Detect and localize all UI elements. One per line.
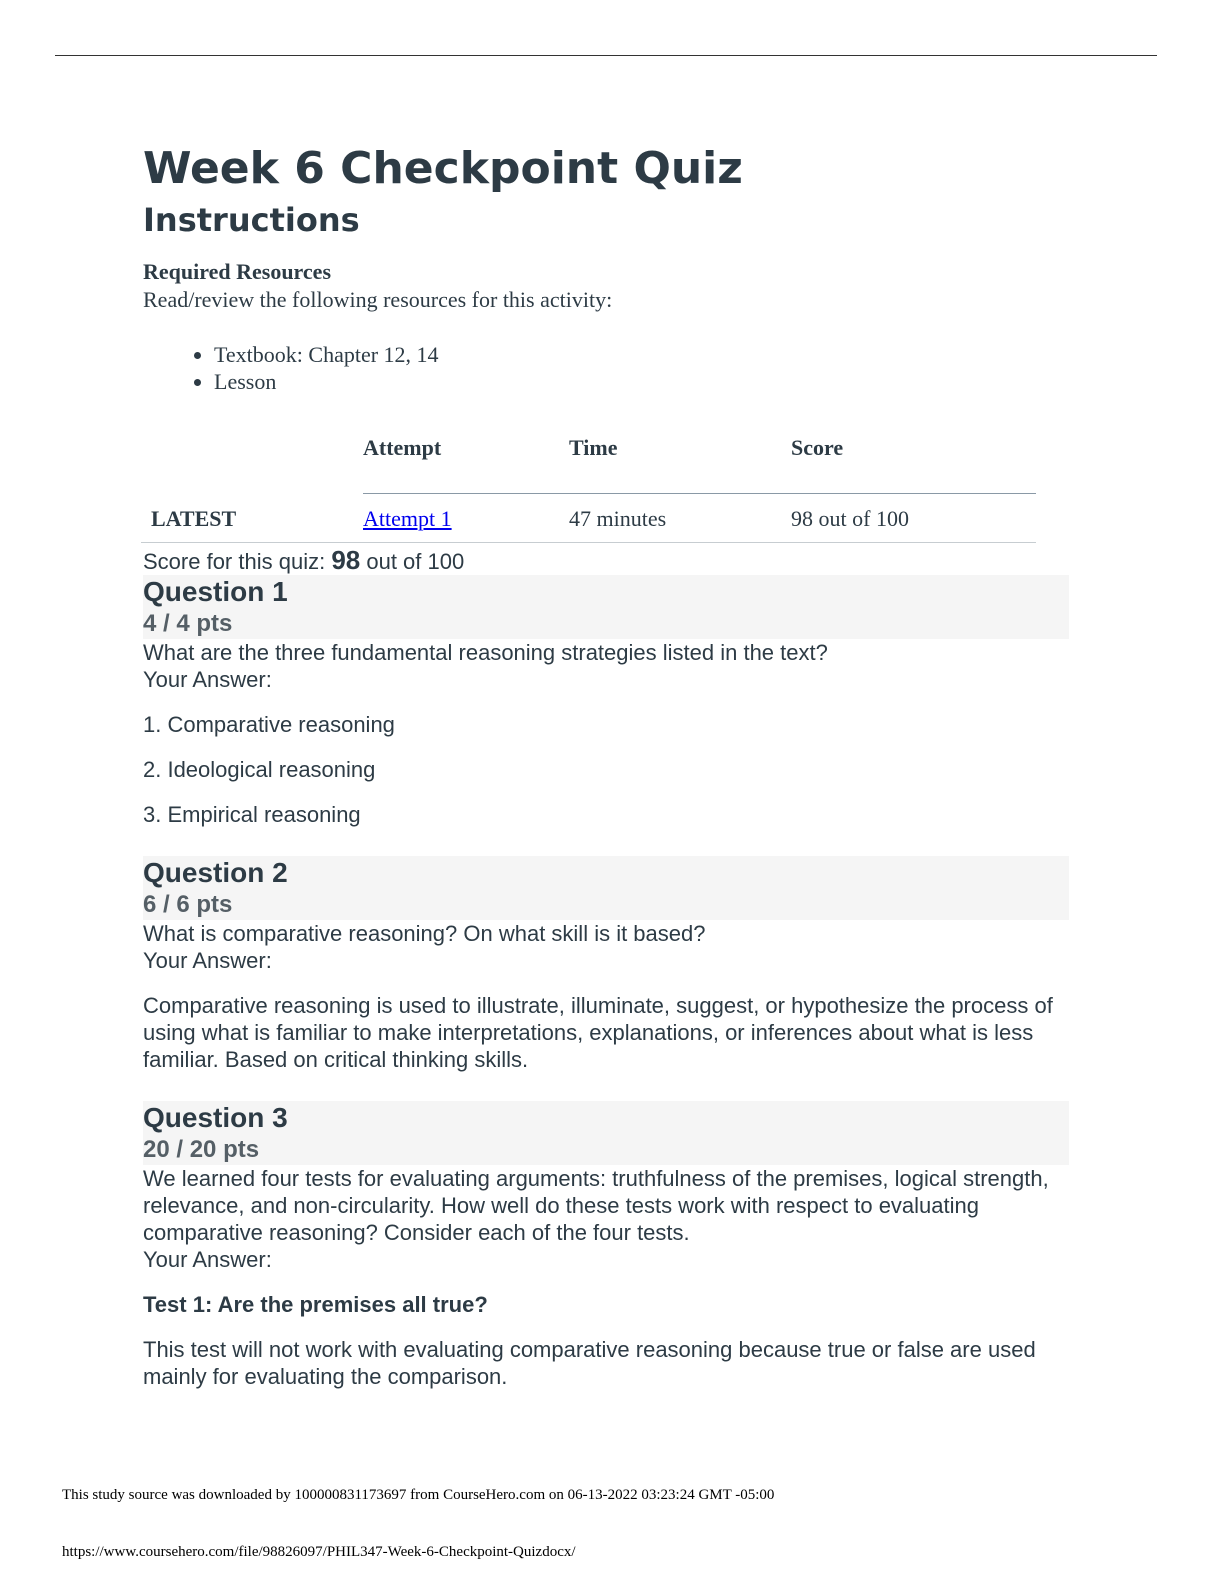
question-text: What is comparative reasoning? On what skill is it based? — [143, 921, 706, 946]
instructions-heading: Instructions — [143, 201, 360, 239]
time-cell: 47 minutes — [569, 494, 791, 543]
attempt-link[interactable]: Attempt 1 — [363, 506, 452, 531]
page-title: Week 6 Checkpoint Quiz — [143, 143, 743, 194]
answer-paragraph: 1. Comparative reasoning — [143, 712, 395, 737]
quiz-content — [143, 140, 1069, 1390]
footer-source-note: This study source was downloaded by 100000831173697 from CourseHero.com on 06-13-2022 03:23:24 GMT -05:00 — [62, 1487, 775, 1503]
resources-list — [143, 341, 1069, 395]
answer-paragraph: 3. Empirical reasoning — [143, 802, 361, 827]
answer-heading: Test 1: Are the premises all true? — [143, 1292, 488, 1317]
quiz-score — [143, 547, 1069, 575]
your-answer-label: Your Answer: — [143, 1247, 272, 1272]
required-resources-title: Required Resources — [143, 259, 332, 284]
quiz-score-suffix: out of 100 — [360, 549, 465, 574]
header-blank — [141, 435, 363, 494]
question-title: Question 2 — [143, 857, 288, 888]
attempts-table — [141, 435, 1036, 543]
question-points: 4 / 4 pts — [143, 610, 233, 637]
question-header — [143, 1101, 1069, 1165]
footer-url: https://www.coursehero.com/file/98826097/PHIL347-Week-6-Checkpoint-Quizdocx/ — [62, 1544, 576, 1560]
question-points: 6 / 6 pts — [143, 891, 233, 918]
latest-label: LATEST — [141, 494, 363, 543]
question-text: We learned four tests for evaluating arguments: truthfulness of the premises, logical strength, relevance, and non-circularity. How well do these tests work with respect to evaluating comparative reasoning? Consider each of the four tests. — [143, 1166, 1049, 1245]
attempt-cell — [363, 494, 569, 543]
header-attempt: Attempt — [363, 435, 569, 494]
answer-paragraph: Comparative reasoning is used to illustrate, illuminate, suggest, or hypothesize the process of using what is familiar to make interpretations, explanations, or inferences about what is less familiar. Based on critical thinking skills. — [143, 993, 1053, 1072]
question-title: Question 3 — [143, 1102, 288, 1133]
your-answer-label: Your Answer: — [143, 667, 272, 692]
top-divider — [55, 55, 1157, 56]
resource-item: • Lesson — [214, 368, 1069, 395]
your-answer-label: Your Answer: — [143, 948, 272, 973]
required-resources-intro: Read/review the following resources for this activity: — [143, 287, 613, 312]
quiz-score-value: 98 — [331, 545, 361, 575]
question-1 — [143, 575, 1069, 828]
table-row — [141, 494, 1036, 543]
question-text: What are the three fundamental reasoning strategies listed in the text? — [143, 640, 828, 665]
header-score: Score — [791, 435, 1036, 494]
answer-paragraph: This test will not work with evaluating comparative reasoning because true or false are used mainly for evaluating the comparison. — [143, 1337, 1036, 1389]
question-3 — [143, 1101, 1069, 1390]
quiz-score-prefix: Score for this quiz: — [143, 549, 332, 574]
question-header — [143, 856, 1069, 920]
question-2 — [143, 856, 1069, 1073]
attempts-header-row — [141, 435, 1036, 494]
resource-item: • Textbook: Chapter 12, 14 — [214, 341, 1069, 368]
question-title: Question 1 — [143, 576, 288, 607]
answer-paragraph: 2. Ideological reasoning — [143, 757, 376, 782]
question-points: 20 / 20 pts — [143, 1136, 260, 1163]
header-time: Time — [569, 435, 791, 494]
question-header — [143, 575, 1069, 639]
score-cell: 98 out of 100 — [791, 494, 1036, 543]
